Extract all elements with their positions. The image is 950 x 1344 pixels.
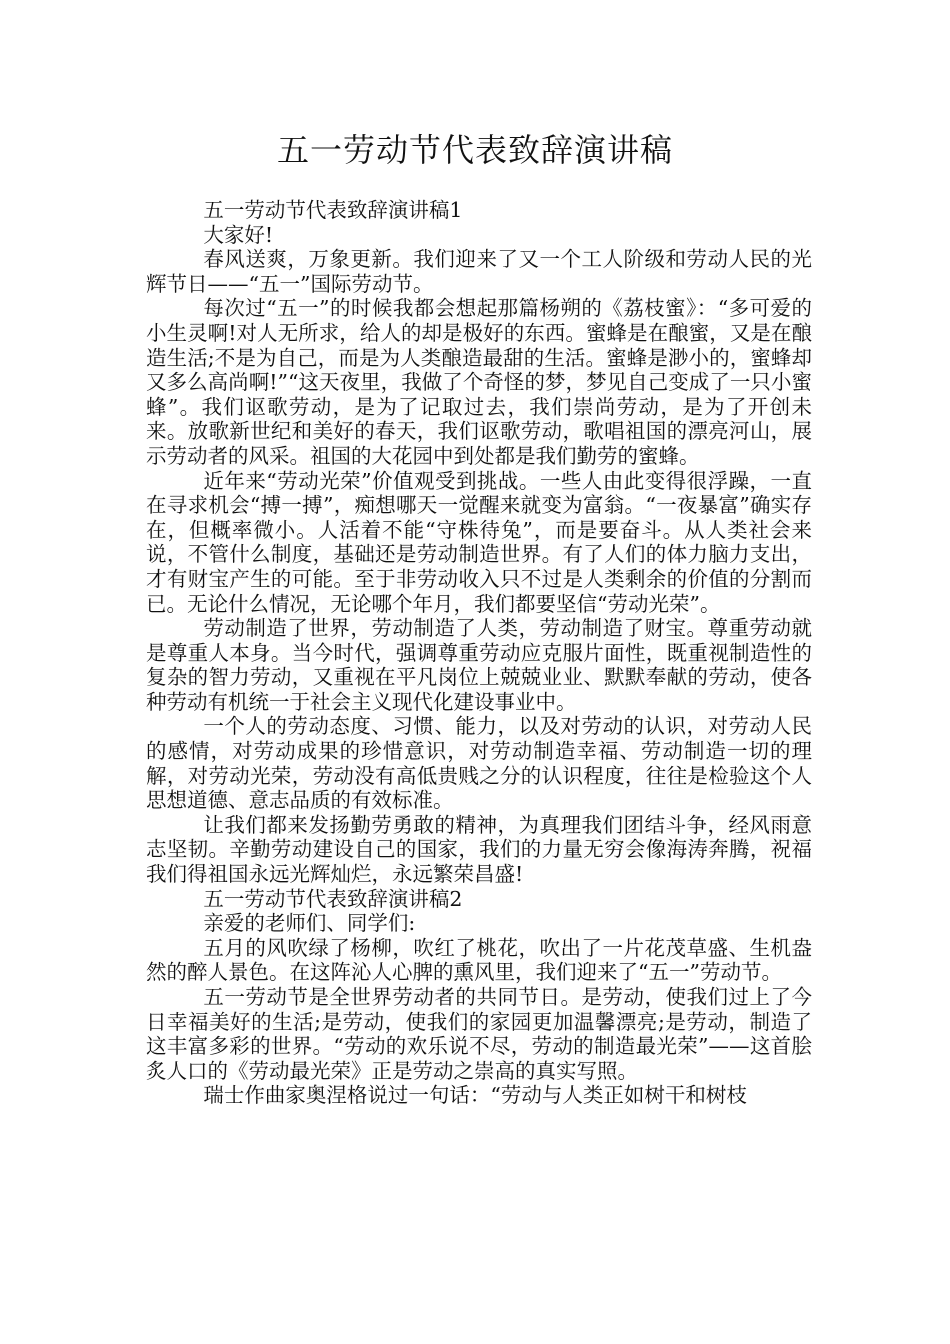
paragraph: 近年来“劳动光荣”价值观受到挑战。一些人由此变得很浮躁，一直在寻求机会“搏一搏”，痴想哪天一觉醒来就变为富翁。“一夜暴富”确实存在，但概率微小。人活着不能“守株待兔”，而是要奋斗。从人类社会来说，不管什么制度，基础还是劳动制造世界。有了人们的体力脑力支出，才有财宝产生的可能。至于非劳动收入只不过是人类剩余的价值的分割而已。无论什么情况，无论哪个年月，我们都要坚信“劳动光荣”。 (146, 468, 812, 616)
paragraph: 让我们都来发扬勤劳勇敢的精神，为真理我们团结斗争，经风雨意志坚韧。辛勤劳动建设自己的国家，我们的力量无穷会像海涛奔腾，祝福我们得祖国永远光辉灿烂，永远繁荣昌盛! (146, 812, 812, 887)
paragraph: 五一劳动节是全世界劳动者的共同节日。是劳动，使我们过上了今日幸福美好的生活;是劳动，使我们的家园更加温馨漂亮;是劳动，制造了这丰富多彩的世界。“劳动的欢乐说不尽，劳动的制造最光荣”——这首脍炙人口的《劳动最光荣》正是劳动之崇高的真实写照。 (146, 985, 812, 1083)
document-body (146, 198, 812, 1108)
paragraph: 瑞士作曲家奥涅格说过一句话：“劳动与人类正如树干和树枝 (203, 1083, 747, 1108)
paragraph: 春风送爽，万象更新。我们迎来了又一个工人阶级和劳动人民的光辉节日——“五一”国际劳动节。 (146, 247, 812, 296)
page-title: 五一劳动节代表致辞演讲稿 (276, 131, 673, 169)
paragraph: 每次过“五一”的时候我都会想起那篇杨朔的《荔枝蜜》：“多可爱的小生灵啊!对人无所求，给人的却是极好的东西。蜜蜂是在酿蜜，又是在酿造生活;不是为自己，而是为人类酿造最甜的生活。蜜蜂是渺小的，蜜蜂却又多么高尚啊!”“这天夜里，我做了个奇怪的梦，梦见自己变成了一只小蜜蜂”。我们讴歌劳动，是为了记取过去，我们崇尚劳动，是为了开创未来。放歌新世纪和美好的春天，我们讴歌劳动，歌唱祖国的漂亮河山，展示劳动者的风采。祖国的大花园中到处都是我们勤劳的蜜蜂。 (146, 296, 812, 468)
paragraph: 一个人的劳动态度、习惯、能力，以及对劳动的认识，对劳动人民的感情，对劳动成果的珍惜意识，对劳动制造幸福、劳动制造一切的理解，对劳动光荣，劳动没有高低贵贱之分的认识程度，往往是检验这个人思想道德、意志品质的有效标准。 (146, 714, 812, 813)
paragraph: 大家好! (203, 222, 274, 247)
paragraph: 劳动制造了世界，劳动制造了人类，劳动制造了财宝。尊重劳动就是尊重人本身。当今时代，强调尊重劳动应克服片面性，既重视制造性的复杂的智力劳动，又重视在平凡岗位上兢兢业业、默默奉献的劳动，使各种劳动有机统一于社会主义现代化建设事业中。 (146, 616, 812, 714)
paragraph: 五月的风吹绿了杨柳，吹红了桃花，吹出了一片花茂草盛、生机盎然的醉人景色。在这阵沁人心脾的熏风里，我们迎来了“五一”劳动节。 (146, 935, 812, 985)
section-heading-2: 五一劳动节代表致辞演讲稿2 (203, 886, 463, 911)
paragraph: 亲爱的老师们、同学们: (203, 911, 416, 936)
section-heading-1: 五一劳动节代表致辞演讲稿1 (203, 198, 463, 222)
